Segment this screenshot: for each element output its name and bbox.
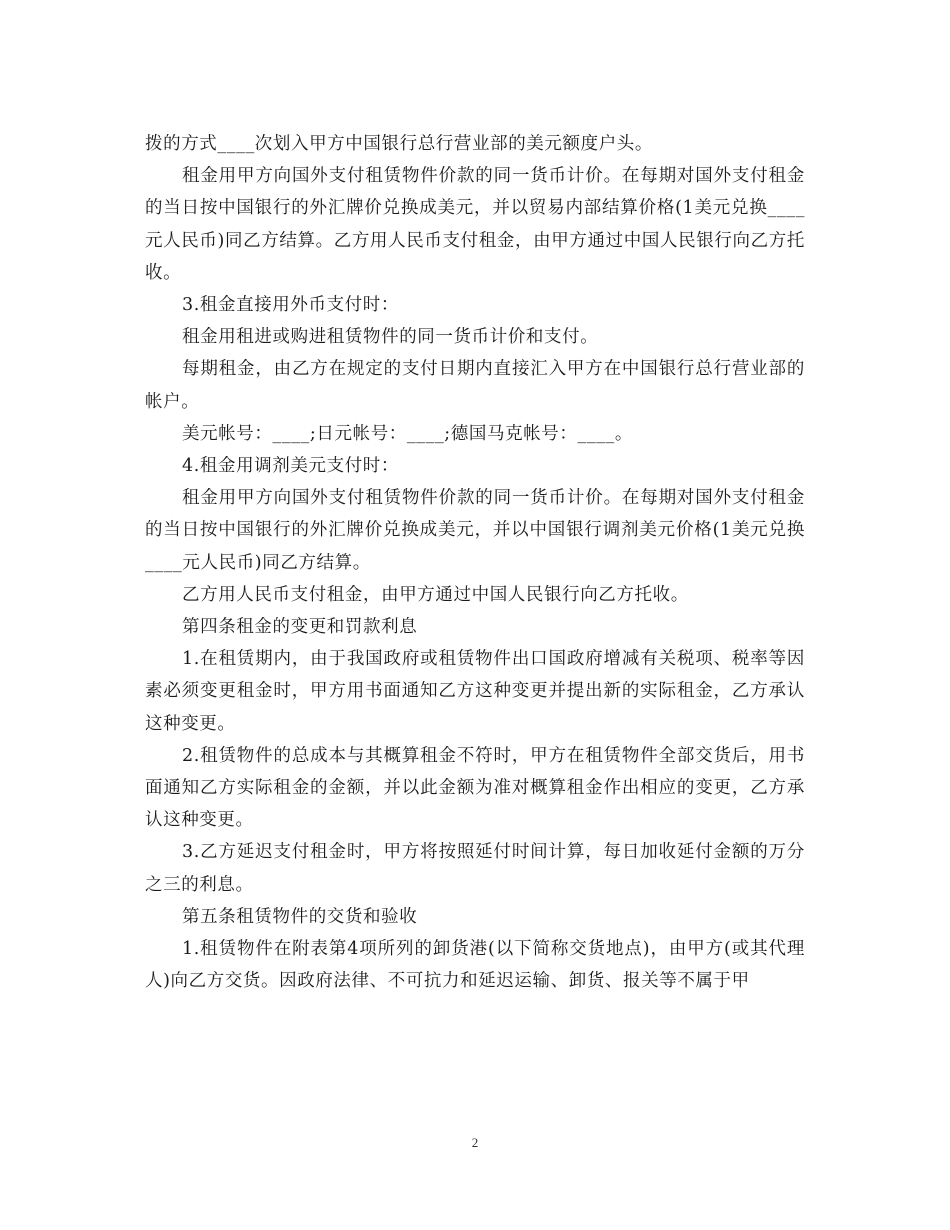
paragraph-2: 租金用甲方向国外支付租赁物件价款的同一货币计价。在每期对国外支付租金的当日按中国银行的外汇牌价兑换成美元，并以贸易内部结算价格(1美元兑换____元人民币)同乙方结算。乙方用人民币支付租金，由甲方通过中国人民银行向乙方托收。: [145, 166, 805, 283]
paragraph-15: 1.租赁物件在附表第4项所列的卸货港(以下简称交货地点)，由甲方(或其代理人)向乙方交货。因政府法律、不可抗力和延迟运输、卸货、报关等不属于甲: [145, 939, 805, 992]
paragraph-12: 2.租赁物件的总成本与其概算租金不符时，甲方在租赁物件全部交货后，用书面通知乙方实际租金的金额，并以此金额为准对概算租金作出相应的变更，乙方承认这种变更。: [145, 745, 805, 831]
paragraph-4: 租金用租进或购进租赁物件的同一货币计价和支付。: [182, 327, 599, 348]
paragraph-6: 美元帐号：____;日元帐号：____;德国马克帐号：____。: [182, 423, 633, 444]
paragraph-3: 3.租金直接用外币支付时：: [182, 295, 399, 316]
document-body: [145, 128, 805, 997]
section-heading-5: 第五条租赁物件的交货和验收: [182, 906, 418, 927]
paragraph-9: 乙方用人民币支付租金，由甲方通过中国人民银行向乙方托收。: [182, 584, 689, 605]
paragraph-11: 1.在租赁期内，由于我国政府或租赁物件出口国政府增减有关税项、税率等因素必须变更租金时，甲方用书面通知乙方这种变更并提出新的实际租金，乙方承认这种变更。: [145, 649, 805, 734]
paragraph-8: 租金用甲方向国外支付租赁物件价款的同一货币计价。在每期对国外支付租金的当日按中国银行的外汇牌价兑换成美元，并以中国银行调剂美元价格(1美元兑换____元人民币)同乙方结算。: [145, 488, 805, 573]
page-number: 2: [471, 1135, 479, 1150]
paragraph-1: 拨的方式____次划入甲方中国银行总行营业部的美元额度户头。: [145, 134, 653, 154]
paragraph-13: 3.乙方延迟支付租金时，甲方将按照延付时间计算，每日加收延付金额的万分之三的利息。: [145, 842, 805, 895]
section-heading-4: 第四条租金的变更和罚款利息: [182, 617, 418, 638]
paragraph-5: 每期租金，由乙方在规定的支付日期内直接汇入甲方在中国银行总行营业部的帐户。: [145, 359, 805, 412]
paragraph-7: 4.租金用调剂美元支付时：: [182, 456, 399, 477]
